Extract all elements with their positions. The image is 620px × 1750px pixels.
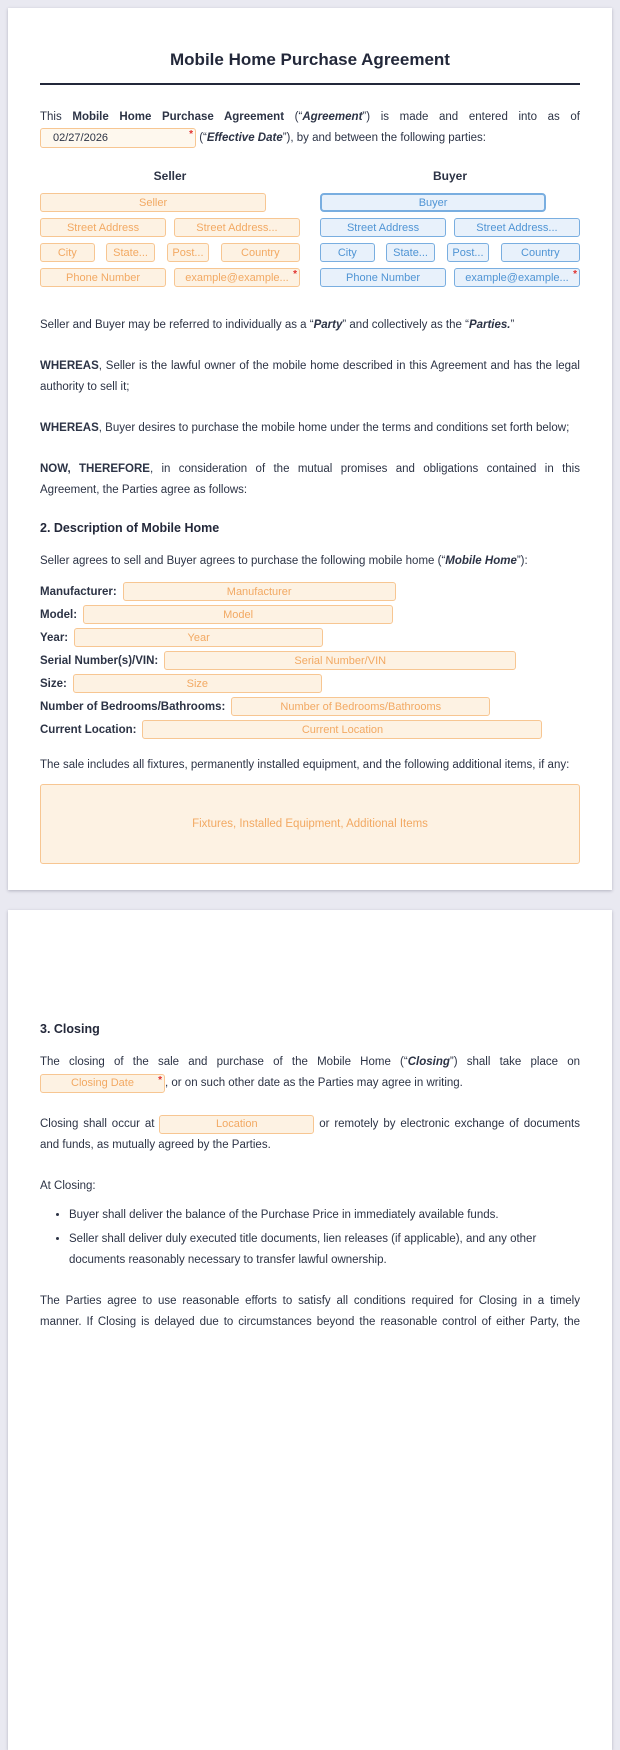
seller-column bbox=[40, 169, 300, 293]
document-page-2 bbox=[8, 910, 612, 1750]
term-closing: Closing bbox=[407, 1056, 450, 1069]
parties-section bbox=[40, 169, 580, 293]
placeholder-text: Phone Number bbox=[346, 271, 421, 284]
party-definition-paragraph bbox=[40, 315, 580, 336]
text-run: ”) is made and entered into as of bbox=[362, 111, 580, 123]
manufacturer-input[interactable] bbox=[123, 582, 396, 601]
required-asterisk: * bbox=[573, 269, 577, 281]
field-label: Current Location: bbox=[40, 723, 137, 736]
bedrooms-bathrooms-input[interactable] bbox=[231, 697, 490, 716]
buyer-email-input[interactable] bbox=[454, 268, 580, 287]
placeholder-text: Size bbox=[186, 677, 209, 690]
buyer-state-input[interactable] bbox=[386, 243, 435, 262]
text-run: ”) shall take place on bbox=[449, 1056, 580, 1069]
term-agreement: Agreement bbox=[302, 111, 363, 123]
placeholder-text: Buyer bbox=[418, 196, 448, 209]
seller-street2-input[interactable] bbox=[174, 218, 300, 237]
placeholder-text: Closing Date bbox=[71, 1076, 134, 1089]
text-run: ” bbox=[510, 319, 515, 332]
text-run: , Buyer desires to purchase the mobile home under the terms and conditions set forth below; bbox=[98, 422, 570, 435]
placeholder-text: Seller bbox=[139, 196, 168, 209]
seller-state-input[interactable] bbox=[106, 243, 155, 262]
text-run: Seller agrees to sell and Buyer agrees to purchase the following mobile home (“ bbox=[40, 555, 446, 568]
year-input[interactable] bbox=[74, 628, 323, 647]
whereas-buyer-paragraph bbox=[40, 418, 580, 439]
term-mobile-home: Mobile Home bbox=[445, 555, 517, 568]
size-input[interactable] bbox=[73, 674, 322, 693]
section-2-lead-paragraph bbox=[40, 551, 580, 572]
section-2-heading: 2. Description of Mobile Home bbox=[40, 521, 220, 536]
closing-efforts-paragraph: The Parties agree to use reasonable efforts to satisfy all conditions required for Closing in a timely manner. If Closing is delayed due to circumstances beyond the reasonable control of either Party, the bbox=[40, 1295, 580, 1329]
placeholder-text: Street Address bbox=[66, 221, 140, 234]
buyer-street2-input[interactable] bbox=[454, 218, 580, 237]
placeholder-text: State... bbox=[113, 246, 148, 259]
whereas-lead: WHEREAS bbox=[40, 360, 99, 373]
placeholder-text: City bbox=[57, 246, 77, 259]
list-item: • Buyer shall deliver the balance of the Purchase Price in immediately available funds. bbox=[69, 1205, 580, 1226]
serial-vin-input[interactable] bbox=[164, 651, 516, 670]
field-label: Size: bbox=[40, 677, 67, 690]
text-run: ”), by and between the following parties: bbox=[282, 132, 487, 145]
buyer-name-row bbox=[320, 193, 580, 212]
therefore-paragraph bbox=[40, 459, 580, 501]
term-bold: Mobile Home Purchase Agreement bbox=[72, 111, 285, 123]
buyer-city-row bbox=[320, 243, 580, 262]
spec-row-model bbox=[40, 605, 580, 624]
text-run: ”): bbox=[516, 555, 528, 568]
document-title: Mobile Home Purchase Agreement bbox=[40, 50, 580, 85]
effective-date-input[interactable] bbox=[40, 128, 196, 148]
seller-city-row bbox=[40, 243, 300, 262]
placeholder-text: Street Address... bbox=[196, 221, 278, 234]
placeholder-text: Post... bbox=[172, 246, 204, 259]
closing-date-paragraph bbox=[40, 1052, 580, 1094]
current-location-input[interactable] bbox=[142, 720, 542, 739]
placeholder-text: Phone Number bbox=[66, 271, 141, 284]
term-party: Party bbox=[313, 319, 343, 332]
text-run: (“ bbox=[284, 111, 303, 123]
fixtures-paragraph: The sale includes all fixtures, permanently installed equipment, and the following additional items, if any: bbox=[40, 759, 570, 772]
required-asterisk: * bbox=[293, 269, 297, 281]
field-label: Manufacturer: bbox=[40, 585, 117, 598]
spec-row-bedrooms bbox=[40, 697, 580, 716]
required-asterisk: * bbox=[158, 1074, 162, 1086]
closing-location-input[interactable] bbox=[159, 1115, 314, 1134]
placeholder-text: Street Address... bbox=[476, 221, 558, 234]
text-run: , in consideration of the mutual promises and obligations contained in this Agreement, the Parties agree as follows: bbox=[40, 463, 580, 497]
placeholder-text: Fixtures, Installed Equipment, Additional Items bbox=[192, 818, 428, 831]
buyer-contact-row bbox=[320, 268, 580, 287]
placeholder-text: Location bbox=[216, 1117, 258, 1130]
placeholder-text: example@example... bbox=[185, 271, 289, 284]
term-parties: Parties. bbox=[468, 319, 511, 332]
spec-row-year bbox=[40, 628, 580, 647]
section-3-heading: 3. Closing bbox=[40, 1022, 100, 1037]
seller-country-input[interactable] bbox=[221, 243, 300, 262]
field-label: Model: bbox=[40, 608, 78, 621]
seller-email-input[interactable] bbox=[174, 268, 300, 287]
text-run: Seller and Buyer may be referred to individually as a “ bbox=[40, 319, 314, 332]
buyer-column bbox=[320, 169, 580, 293]
placeholder-text: Year bbox=[187, 631, 210, 644]
buyer-phone-input[interactable] bbox=[320, 268, 446, 287]
seller-street-input[interactable] bbox=[40, 218, 166, 237]
seller-heading: Seller bbox=[153, 169, 187, 184]
placeholder-text: City bbox=[337, 246, 357, 259]
placeholder-text: State... bbox=[393, 246, 428, 259]
text-run: (“ bbox=[196, 132, 207, 145]
text-run: ” and collectively as the “ bbox=[342, 319, 469, 332]
text-run: This bbox=[40, 111, 73, 123]
spec-row-location bbox=[40, 720, 580, 739]
required-asterisk: * bbox=[189, 129, 193, 140]
closing-date-input[interactable] bbox=[40, 1074, 165, 1093]
whereas-lead: WHEREAS bbox=[40, 422, 99, 435]
effective-date-value: 02/27/2026 bbox=[53, 131, 109, 144]
placeholder-text: Street Address bbox=[346, 221, 420, 234]
intro-paragraph bbox=[40, 107, 580, 149]
buyer-city-input[interactable] bbox=[320, 243, 375, 262]
field-label: Year: bbox=[40, 631, 69, 644]
text-run: The closing of the sale and purchase of the Mobile Home (“ bbox=[40, 1056, 408, 1069]
therefore-lead: NOW, THEREFORE bbox=[40, 463, 150, 476]
list-item: • Seller shall deliver duly executed title documents, lien releases (if applicable), and any other documents reasonably necessary to transfer lawful ownership. bbox=[69, 1229, 580, 1271]
text-run: or remotely by electronic exchange of documents and funds, as mutually agreed by the Parties. bbox=[40, 1118, 580, 1152]
buyer-street-row bbox=[320, 218, 580, 237]
spec-row-serial bbox=[40, 651, 580, 670]
closing-obligations-list bbox=[40, 1205, 580, 1271]
placeholder-text: Country bbox=[241, 246, 280, 259]
seller-name-row bbox=[40, 193, 300, 212]
field-label: Number of Bedrooms/Bathrooms: bbox=[40, 700, 226, 713]
model-input[interactable] bbox=[83, 605, 393, 624]
buyer-street-input[interactable] bbox=[320, 218, 446, 237]
text-run: Closing shall occur at bbox=[40, 1118, 160, 1131]
document-page-1 bbox=[8, 8, 612, 890]
whereas-seller-paragraph bbox=[40, 356, 580, 398]
buyer-country-input[interactable] bbox=[501, 243, 580, 262]
text-run: , or on such other date as the Parties may agree in writing. bbox=[165, 1077, 463, 1090]
placeholder-text: Post... bbox=[452, 246, 484, 259]
fixtures-textarea[interactable] bbox=[40, 784, 580, 864]
seller-phone-input[interactable] bbox=[40, 268, 166, 287]
closing-location-paragraph bbox=[40, 1114, 580, 1156]
at-closing-label: At Closing: bbox=[40, 1180, 96, 1193]
spec-row-size bbox=[40, 674, 580, 693]
placeholder-text: Number of Bedrooms/Bathrooms bbox=[280, 700, 442, 713]
spec-row-manufacturer bbox=[40, 582, 580, 601]
text-run: , Seller is the lawful owner of the mobile home described in this Agreement and has the legal authority to sell it; bbox=[40, 360, 580, 394]
placeholder-text: Country bbox=[521, 246, 560, 259]
placeholder-text: Manufacturer bbox=[226, 585, 292, 598]
mobile-home-spec-list bbox=[40, 582, 580, 739]
seller-city-input[interactable] bbox=[40, 243, 95, 262]
buyer-name-input[interactable] bbox=[320, 193, 546, 212]
seller-postal-input[interactable] bbox=[167, 243, 210, 262]
buyer-postal-input[interactable] bbox=[447, 243, 490, 262]
seller-contact-row bbox=[40, 268, 300, 287]
placeholder-text: Serial Number/VIN bbox=[294, 654, 387, 667]
placeholder-text: Current Location bbox=[301, 723, 384, 736]
buyer-heading: Buyer bbox=[432, 169, 467, 184]
seller-name-input[interactable] bbox=[40, 193, 266, 212]
field-label: Serial Number(s)/VIN: bbox=[40, 654, 159, 667]
seller-street-row bbox=[40, 218, 300, 237]
placeholder-text: Model bbox=[223, 608, 254, 621]
placeholder-text: example@example... bbox=[465, 271, 569, 284]
term-effective-date: Effective Date bbox=[206, 132, 283, 145]
